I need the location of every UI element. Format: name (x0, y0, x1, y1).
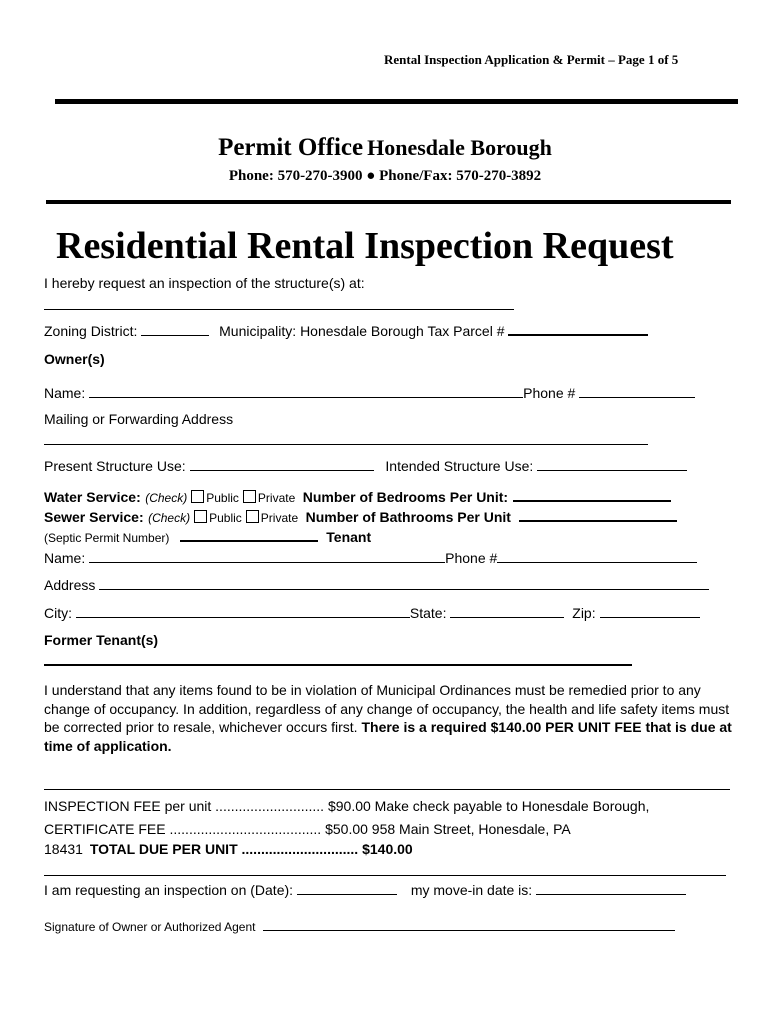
owner-phone-field[interactable] (579, 384, 695, 398)
sewer-check-hint: (Check) (148, 511, 191, 525)
zip-code: 18431 (44, 841, 83, 857)
sewer-label: Sewer Service: (44, 509, 144, 525)
tenant-heading: Tenant (326, 529, 372, 545)
form-title: Residential Rental Inspection Request (56, 225, 674, 267)
sewer-public-checkbox[interactable] (194, 510, 207, 523)
office-title-main: Permit Office (218, 134, 364, 161)
septic-label: (Septic Permit Number) (44, 531, 170, 545)
date-separator (44, 875, 726, 876)
tenant-phone-field[interactable] (497, 549, 697, 563)
inspection-fee: INSPECTION FEE per unit ............................ $90.00 Make check payable to Honesdale Borough, (44, 798, 650, 814)
zip-field[interactable] (600, 604, 700, 618)
owners-heading: Owner(s) (44, 351, 105, 367)
signature-label: Signature of Owner or Authorized Agent (44, 920, 256, 934)
water-public-label: Public (206, 491, 239, 505)
zip-label: Zip: (572, 605, 596, 621)
septic-field[interactable] (180, 527, 318, 542)
water-private-label: Private (257, 491, 296, 505)
tenant-name-row (44, 549, 697, 566)
water-private-checkbox[interactable] (243, 490, 256, 503)
municipality-label: Municipality: (219, 323, 297, 339)
water-check-hint: (Check) (145, 491, 188, 505)
inspection-date-field[interactable] (297, 881, 397, 895)
state-field[interactable] (450, 604, 564, 618)
sewer-private-label: Private (260, 511, 299, 525)
present-use-field[interactable] (190, 457, 374, 471)
office-rule (46, 200, 731, 204)
tenant-address-field[interactable] (99, 576, 709, 590)
intended-use-field[interactable] (537, 457, 687, 471)
tenant-address-row (44, 576, 709, 593)
zoning-field[interactable] (141, 322, 209, 336)
office-title (0, 134, 770, 162)
tenant-city-row (44, 604, 700, 621)
mailing-label: Mailing or Forwarding Address (44, 411, 234, 427)
move-in-label: my move-in date is: (410, 882, 533, 898)
intended-use-label: Intended Structure Use: (385, 458, 534, 474)
zoning-row (44, 321, 648, 339)
structure-address-field[interactable] (44, 309, 514, 310)
structure-use-row (44, 457, 687, 474)
tax-parcel-label: Tax Parcel # (427, 323, 505, 339)
city-label: City: (44, 605, 72, 621)
notice-fee-text: There is a required $140.00 PER UNIT FEE that is due at time of application. (44, 719, 732, 754)
total-due: TOTAL DUE PER UNIT .............................. $140.00 (89, 841, 413, 857)
tenant-name-field[interactable] (89, 549, 445, 563)
sewer-public-label: Public (209, 511, 242, 525)
fee-separator (44, 789, 730, 790)
owner-name-row (44, 384, 695, 401)
owner-phone-label: Phone # (523, 385, 576, 401)
water-public-checkbox[interactable] (191, 490, 204, 503)
septic-row (44, 527, 371, 547)
owner-name-label: Name: (44, 385, 86, 401)
owner-name-field[interactable] (89, 384, 523, 398)
bathrooms-field[interactable] (519, 507, 677, 522)
certificate-fee: CERTIFICATE FEE ....................................... $50.00 958 Main Street, Honesdale, PA (44, 821, 571, 837)
bedrooms-label: Number of Bedrooms Per Unit: (302, 489, 509, 505)
former-tenant-heading: Former Tenant(s) (44, 632, 159, 648)
former-tenant-field[interactable] (44, 664, 632, 666)
bathrooms-label: Number of Bathrooms Per Unit (305, 509, 511, 525)
date-row (44, 881, 686, 898)
mailing-field[interactable] (44, 444, 648, 445)
tenant-address-label: Address (44, 577, 96, 593)
state-label: State: (409, 605, 447, 621)
header-rule (55, 99, 738, 104)
office-phone: Phone: 570-270-3900 ● Phone/Fax: 570-270-3892 (228, 168, 542, 184)
municipality-value: Honesdale Borough (300, 323, 424, 339)
request-text: I hereby request an inspection of the structure(s) at: (44, 275, 365, 291)
total-row (44, 841, 413, 857)
zoning-label: Zoning District: (44, 323, 138, 339)
tenant-phone-label: Phone # (445, 550, 498, 566)
page-label: Rental Inspection Application & Permit – Page 1 of 5 (384, 52, 679, 67)
inspection-date-label: I am requesting an inspection on (Date): (44, 882, 294, 898)
signature-row (44, 917, 675, 934)
sewer-private-checkbox[interactable] (246, 510, 259, 523)
notice-paragraph (44, 681, 740, 755)
bedrooms-field[interactable] (513, 487, 671, 502)
water-row (44, 487, 671, 507)
office-title-sub: Honesdale Borough (367, 135, 552, 160)
notice-text: I understand that any items found to be in violation of Municipal Ordinances must be remedied prior to any change of occupancy. In addition, regardless of any change of occupancy, the health and life safety items must be corrected prior to resale, whichever occurs first. (44, 682, 730, 735)
city-field[interactable] (76, 604, 410, 618)
sewer-row (44, 507, 677, 527)
water-label: Water Service: (44, 489, 141, 505)
signature-field[interactable] (263, 917, 675, 931)
move-in-date-field[interactable] (536, 881, 686, 895)
present-use-label: Present Structure Use: (44, 458, 186, 474)
tenant-name-label: Name: (44, 550, 86, 566)
tax-parcel-field[interactable] (508, 321, 648, 336)
